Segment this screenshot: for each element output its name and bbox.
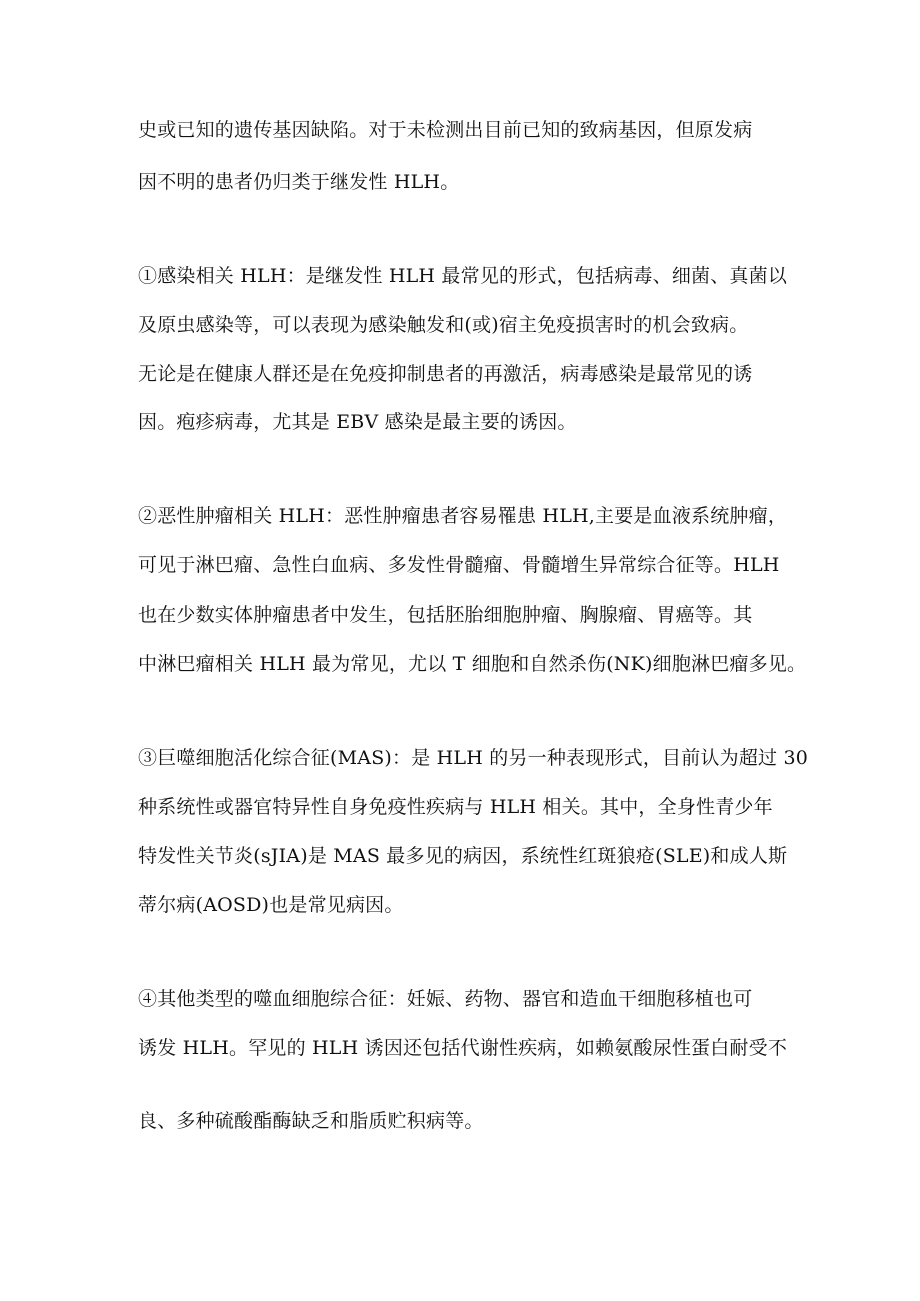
text-line: ①感染相关 HLH：是继发性 HLH 最常见的形式，包括病毒、细菌、真菌以 — [138, 265, 788, 287]
text-line: 中淋巴瘤相关 HLH 最为常见，尤以 T 细胞和自然杀伤(NK)细胞淋巴瘤多见。 — [138, 653, 807, 675]
text-line: 无论是在健康人群还是在免疫抑制患者的再激活，病毒感染是最常见的诱 — [138, 363, 753, 385]
text-line: 种系统性或器官特异性自身免疫性疾病与 HLH 相关。其中，全身性青少年 — [138, 796, 773, 818]
text-line: 特发性关节炎(sJIA)是 MAS 最多见的病因，系统性红斑狼疮(SLE)和成人斯 — [138, 845, 788, 867]
text-line: 因。疱疹病毒，尤其是 EBV 感染是最主要的诱因。 — [138, 411, 577, 433]
text-line: 良、多种硫酸酯酶缺乏和脂质贮积病等。 — [138, 1110, 484, 1132]
text-line: 因不明的患者仍归类于继发性 HLH。 — [138, 171, 460, 193]
text-line: ②恶性肿瘤相关 HLH：恶性肿瘤患者容易罹患 HLH,主要是血液系统肿瘤， — [138, 505, 788, 527]
text-line: 可见于淋巴瘤、急性白血病、多发性骨髓瘤、骨髓增生异常综合征等。HLH — [138, 554, 780, 576]
text-line: ③巨噬细胞活化综合征(MAS)：是 HLH 的另一种表现形式，目前认为超过 30 — [138, 747, 809, 769]
text-line: 也在少数实体肿瘤患者中发生，包括胚胎细胞肿瘤、胸腺瘤、胃癌等。其 — [138, 604, 753, 626]
text-line: 史或已知的遗传基因缺陷。对于未检测出目前已知的致病基因，但原发病 — [138, 119, 753, 141]
text-line: 诱发 HLH。罕见的 HLH 诱因还包括代谢性疾病，如赖氨酸尿性蛋白耐受不 — [138, 1037, 788, 1059]
text-line: ④其他类型的噬血细胞综合征：妊娠、药物、器官和造血干细胞移植也可 — [138, 988, 753, 1010]
text-line: 及原虫感染等，可以表现为感染触发和(或)宿主免疫损害时的机会致病。 — [138, 314, 749, 336]
text-line: 蒂尔病(AOSD)也是常见病因。 — [138, 894, 404, 916]
